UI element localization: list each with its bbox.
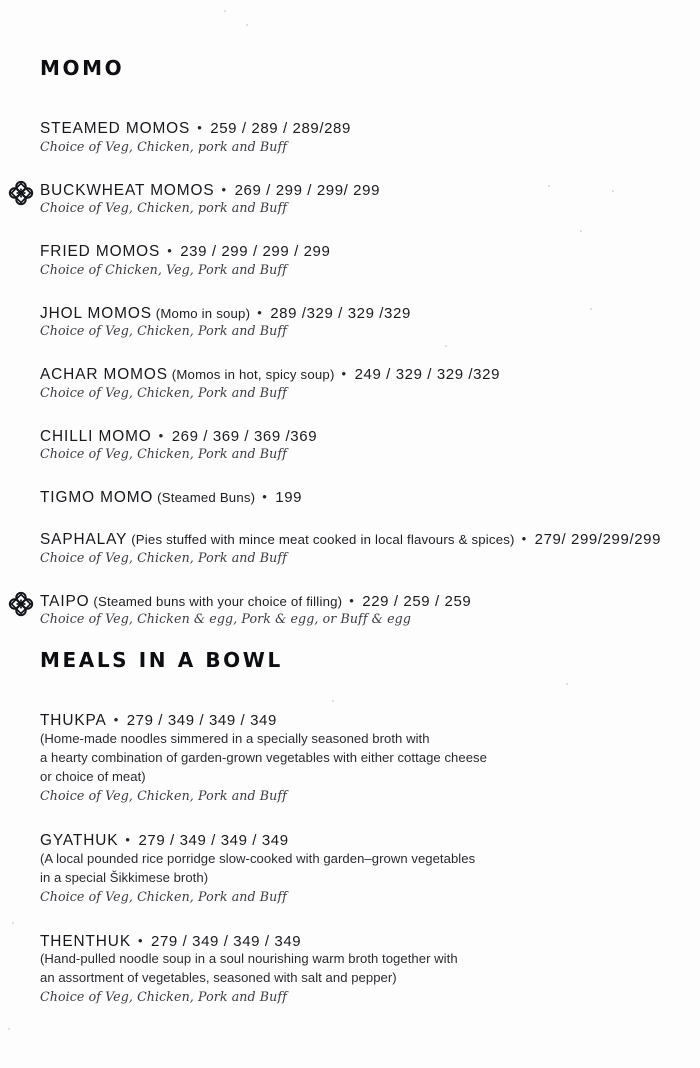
menu-item-qualifier: (Momo in soup): [151, 305, 251, 321]
menu-item-name: CHILLI MOMO: [40, 427, 152, 445]
quatrefoil-ornament-icon: [7, 590, 35, 618]
menu-item-heading: [40, 366, 700, 384]
menu-item-qualifier: (Steamed buns with your choice of filling): [89, 593, 343, 609]
menu-item-momo-1[interactable]: [40, 182, 700, 217]
menu-item-momo-0[interactable]: [40, 120, 700, 155]
menu-item-price: 199: [275, 489, 303, 506]
menu-item-qualifier: (Steamed Buns): [153, 490, 256, 505]
menu-item-meals-in-a-bowl-2[interactable]: [40, 933, 700, 1006]
menu-item-momo-3[interactable]: [40, 305, 700, 340]
menu-item-heading: [40, 243, 700, 261]
menu-item-name: BUCKWHEAT MOMOS: [40, 181, 215, 199]
menu-item-momo-7[interactable]: [40, 531, 700, 566]
bullet-separator: •: [257, 304, 263, 320]
menu-item-name: JHOL MOMOS: [40, 304, 152, 322]
menu-item-heading: [40, 933, 700, 951]
menu-section-momo: [0, 56, 700, 654]
menu-item-description-line: in a special Šikkimese broth): [40, 869, 209, 885]
menu-item-heading: [40, 428, 700, 446]
bullet-separator: •: [158, 427, 164, 443]
menu-item-name: STEAMED MOMOS: [40, 120, 191, 137]
menu-item-heading: [40, 593, 700, 611]
menu-item-choice: Choice of Veg, Chicken, pork and Buff: [40, 200, 287, 216]
menu-item-heading: [40, 489, 700, 507]
menu-item-heading: [40, 120, 700, 138]
bullet-separator: •: [138, 932, 144, 948]
menu-item-price: 289 /329 / 329 /329: [270, 304, 411, 322]
menu-item-description: [40, 950, 700, 988]
menu-item-price: 229 / 259 / 259: [362, 592, 472, 610]
bullet-separator: •: [113, 712, 119, 727]
quatrefoil-ornament-icon: [7, 179, 35, 207]
menu-item-list: [0, 120, 700, 654]
menu-item-description-line: (Home-made noodles simmered in a specially seasoned broth with: [40, 730, 430, 746]
bullet-separator: •: [341, 366, 347, 381]
menu-section-meals-in-a-bowl: [0, 648, 700, 1033]
menu-item-choice: Choice of Veg, Chicken, Pork and Buff: [40, 888, 287, 904]
menu-item-momo-8[interactable]: [40, 593, 700, 628]
menu-item-choice: Choice of Veg, Chicken, Pork and Buff: [40, 549, 287, 565]
menu-item-name: ACHAR MOMOS: [40, 366, 168, 383]
menu-item-name: TAIPO: [40, 592, 90, 610]
menu-item-choice: Choice of Veg, Chicken, Pork and Buff: [40, 787, 287, 803]
menu-item-choice: Choice of Veg, Chicken, Pork and Buff: [40, 989, 287, 1005]
menu-item-price: 279/ 299/299/299: [534, 531, 662, 548]
bullet-separator: •: [262, 489, 268, 504]
menu-item-qualifier: (Pies stuffed with mince meat cooked in local flavours & spices): [127, 532, 515, 547]
menu-item-heading: [40, 182, 700, 200]
menu-item-name: SAPHALAY: [40, 531, 128, 548]
menu-item-meals-in-a-bowl-0[interactable]: [40, 712, 700, 804]
menu-item-description-line: (A local pounded rice porridge slow-cooked with garden–grown vegetables: [40, 850, 476, 866]
menu-item-description-line: an assortment of vegetables, seasoned with salt and pepper): [40, 970, 397, 986]
menu-item-description-line: or choice of meat): [40, 768, 146, 784]
menu-item-description: [40, 850, 700, 888]
menu-item-price: 259 / 289 / 289/289: [210, 120, 351, 137]
menu-item-name: FRIED MOMOS: [40, 243, 161, 260]
menu-item-description-line: (Hand-pulled noodle soup in a soul nourishing warm broth together with: [40, 951, 458, 967]
menu-item-heading: [40, 305, 700, 323]
menu-item-choice: Choice of Veg, Chicken, Pork and Buff: [40, 446, 287, 462]
menu-item-name: TIGMO MOMO: [40, 489, 154, 506]
bullet-separator: •: [125, 832, 131, 847]
menu-item-list: [0, 712, 700, 1033]
menu-item-price: 279 / 349 / 349 / 349: [126, 712, 277, 729]
bullet-separator: •: [521, 531, 527, 546]
menu-item-name: THUKPA: [40, 712, 107, 729]
menu-item-momo-4[interactable]: [40, 366, 700, 401]
menu-item-choice: Choice of Chicken, Veg, Pork and Buff: [40, 261, 287, 277]
scan-speck: [224, 10, 226, 12]
menu-item-price: 249 / 329 / 329 /329: [354, 366, 501, 383]
section-title-momo: MOMO: [40, 56, 125, 80]
bullet-separator: •: [221, 181, 227, 197]
menu-item-momo-2[interactable]: [40, 243, 700, 278]
menu-item-heading: [40, 832, 700, 850]
menu-item-description-line: a hearty combination of garden-grown vegetables with either cottage cheese: [40, 749, 487, 765]
menu-item-qualifier: (Momos in hot, spicy soup): [167, 367, 335, 382]
menu-item-price: 239 / 299 / 299 / 299: [180, 243, 331, 260]
scan-speck: [246, 24, 248, 26]
bullet-separator: •: [167, 243, 173, 258]
menu-item-heading: [40, 531, 700, 549]
bullet-separator: •: [197, 120, 203, 135]
menu-item-price: 279 / 349 / 349 / 349: [138, 832, 289, 849]
menu-item-name: GYATHUK: [40, 832, 119, 849]
menu-item-description: [40, 730, 700, 787]
menu-item-choice: Choice of Veg, Chicken & egg, Pork & egg, or Buff & egg: [40, 611, 411, 627]
menu-item-name: THENTHUK: [40, 932, 131, 950]
menu-item-momo-5[interactable]: [40, 428, 700, 463]
menu-item-price: 279 / 349 / 349 / 349: [151, 932, 302, 950]
menu-item-momo-6[interactable]: [40, 489, 700, 507]
bullet-separator: •: [349, 592, 355, 608]
menu-item-choice: Choice of Veg, Chicken, Pork and Buff: [40, 384, 287, 400]
section-title-meals-in-a-bowl: MEALS IN A BOWL: [40, 648, 283, 672]
menu-item-choice: Choice of Veg, Chicken, Pork and Buff: [40, 323, 287, 339]
menu-item-heading: [40, 712, 700, 730]
menu-item-choice: Choice of Veg, Chicken, pork and Buff: [40, 138, 287, 154]
menu-item-price: 269 / 369 / 369 /369: [171, 427, 318, 445]
menu-item-price: 269 / 299 / 299/ 299: [234, 181, 381, 199]
menu-item-meals-in-a-bowl-1[interactable]: [40, 832, 700, 905]
